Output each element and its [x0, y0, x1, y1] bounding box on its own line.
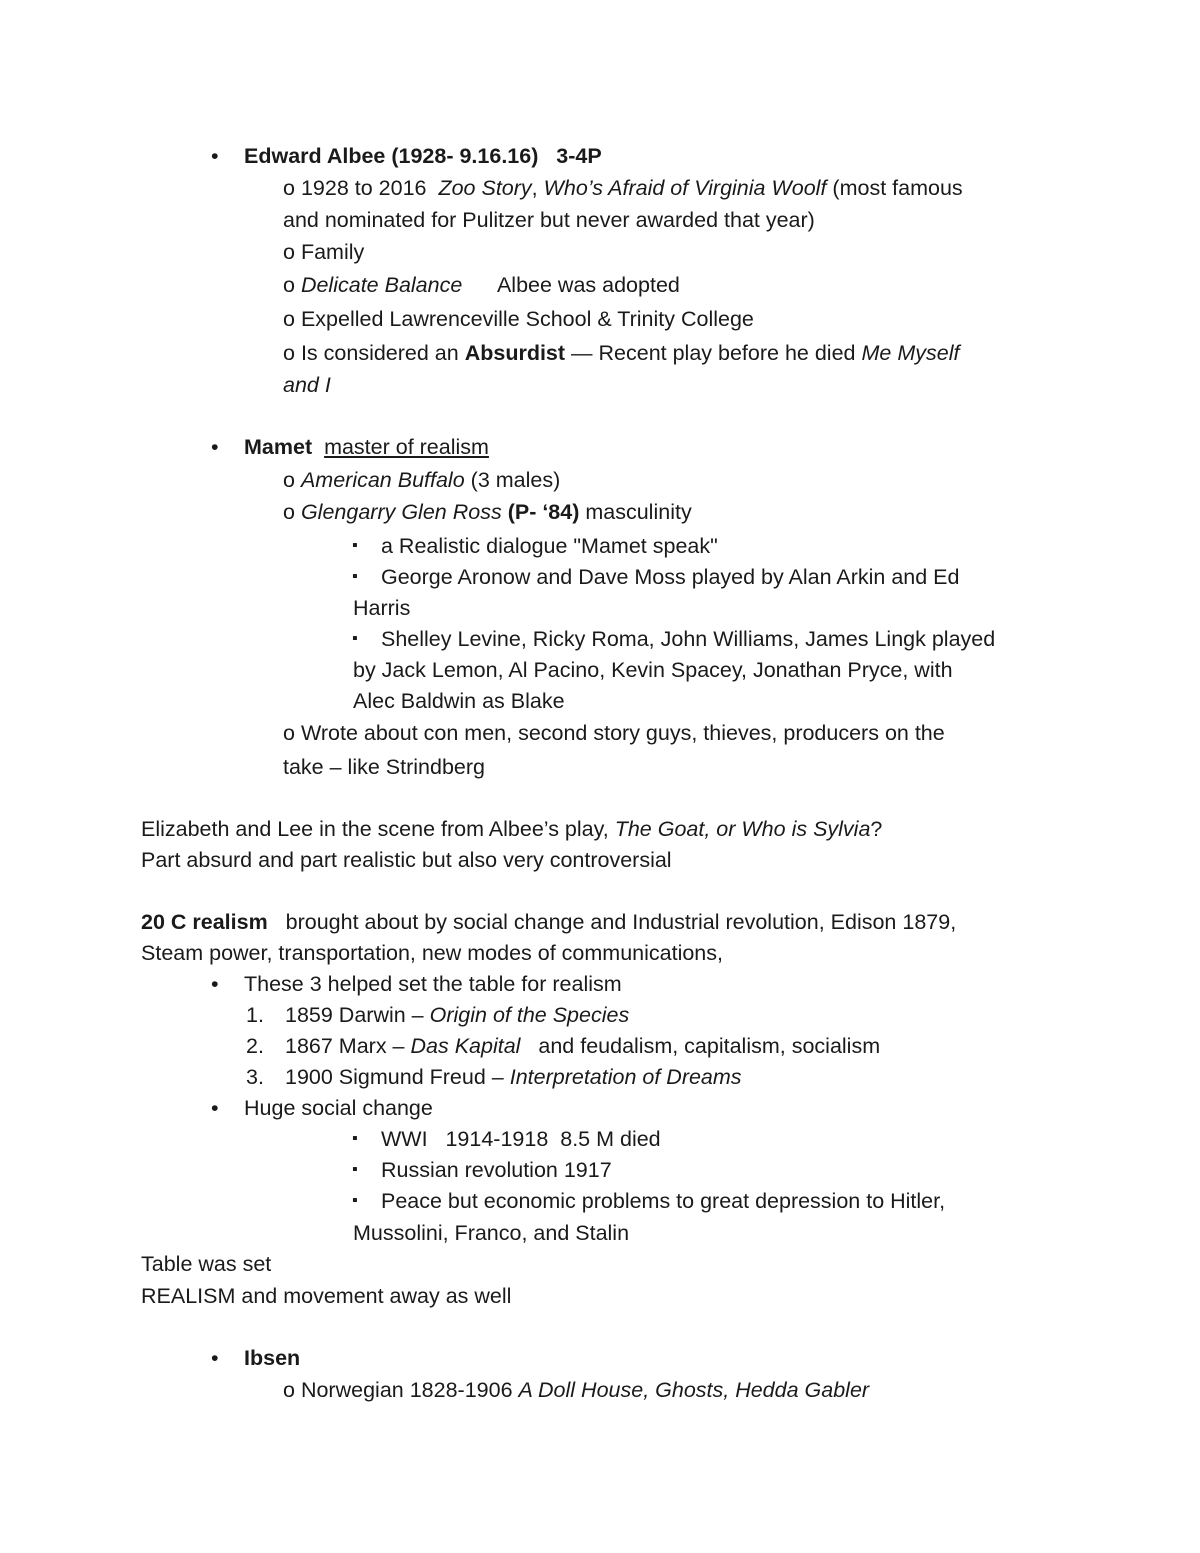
- bullet: •: [211, 435, 219, 459]
- albee-expelled-line: [283, 306, 754, 332]
- realism-bullet-1: These 3 helped set the table for realism: [244, 972, 622, 996]
- square-bullet: ▪: [352, 568, 358, 585]
- ibsen-text: Norwegian 1828-1906: [300, 1378, 513, 1402]
- albee-years-line: [283, 175, 963, 201]
- list-number: 2.: [246, 1034, 264, 1058]
- peace-line-cont: Mussolini, Franco, and Stalin: [353, 1221, 630, 1245]
- mamet-heading: [244, 434, 489, 460]
- zoo-story-title: Zoo Story: [438, 176, 532, 200]
- circle-marker: o: [283, 721, 295, 745]
- glengarry-tag: (P- ‘84): [507, 500, 580, 524]
- marx-text: 1867 Marx –: [285, 1034, 405, 1058]
- movement-line: REALISM and movement away as well: [141, 1284, 512, 1308]
- bullet: •: [211, 1096, 219, 1120]
- albee-years: 1928 to 2016: [300, 176, 427, 200]
- origin-title: Origin of the Species: [429, 1003, 630, 1027]
- realism-title: 20 C realism: [141, 910, 268, 934]
- ibsen-heading: Ibsen: [244, 1346, 301, 1370]
- marx-note: and feudalism, capitalism, socialism: [538, 1034, 881, 1058]
- square-bullet: ▪: [352, 537, 358, 554]
- absurdist-pre: Is considered an: [300, 341, 459, 365]
- russian-line: Russian revolution 1917: [381, 1158, 612, 1182]
- square-bullet: ▪: [352, 1161, 358, 1178]
- absurdist-post: — Recent play before he died: [571, 341, 856, 365]
- circle-marker: o: [283, 500, 295, 524]
- albee-balance-line: [283, 272, 680, 298]
- realism-bullet-2: Huge social change: [244, 1096, 433, 1120]
- marx-line: [285, 1033, 880, 1059]
- scene-line-2: Part absurd and part realistic but also very controversial: [141, 848, 672, 872]
- scene-text: Elizabeth and Lee in the scene from Albee’s play,: [141, 817, 609, 841]
- mamet-sub-3a: Shelley Levine, Ricky Roma, John Williams, James Lingk played: [381, 627, 996, 651]
- mamet-wrote-cont: take – like Strindberg: [283, 755, 485, 779]
- absurdist-word: Absurdist: [464, 341, 566, 365]
- expelled-text: Expelled Lawrenceville School & Trinity College: [300, 307, 754, 331]
- mamet-sub-3c: Alec Baldwin as Blake: [353, 689, 565, 713]
- glengarry-line: [283, 499, 692, 525]
- circle-marker: o: [283, 1378, 295, 1402]
- peace-line: Peace but economic problems to great depression to Hitler,: [381, 1189, 946, 1213]
- circle-marker: o: [283, 176, 295, 200]
- mamet-sub-2a: George Aronow and Dave Moss played by Alan Arkin and Ed: [381, 565, 960, 589]
- adopted-text: Albee was adopted: [496, 273, 680, 297]
- last-play-title: Me Myself: [861, 341, 960, 365]
- mamet-wrote-text: Wrote about con men, second story guys, thieves, producers on the: [300, 721, 945, 745]
- table-set-line: Table was set: [141, 1252, 272, 1276]
- darwin-text: 1859 Darwin –: [285, 1003, 424, 1027]
- das-kapital-title: Das Kapital: [410, 1034, 521, 1058]
- mamet-name: Mamet: [244, 435, 313, 459]
- american-buffalo-title: American Buffalo: [300, 468, 465, 492]
- circle-marker: o: [283, 240, 295, 264]
- list-number: 3.: [246, 1065, 264, 1089]
- buffalo-line: [283, 467, 560, 493]
- circle-marker: o: [283, 273, 295, 297]
- circle-marker: o: [283, 307, 295, 331]
- mamet-sub-1: a Realistic dialogue "Mamet speak": [381, 534, 718, 558]
- mamet-wrote-line: [283, 720, 945, 746]
- scene-line-1: [141, 816, 882, 842]
- list-number: 1.: [246, 1003, 264, 1027]
- freud-text: 1900 Sigmund Freud –: [285, 1065, 504, 1089]
- ibsen-works: A Doll House, Ghosts, Hedda Gabler: [518, 1378, 870, 1402]
- realism-line-1: [141, 909, 956, 935]
- circle-marker: o: [283, 341, 295, 365]
- bullet: •: [211, 1346, 219, 1370]
- last-play-title-cont: and I: [283, 373, 331, 397]
- family-text: Family: [300, 240, 365, 264]
- circle-marker: o: [283, 468, 295, 492]
- albee-tag: 3-4P: [556, 144, 602, 168]
- wwi-line: WWI 1914-1918 8.5 M died: [381, 1127, 661, 1151]
- albee-family-line: [283, 239, 364, 265]
- buffalo-note: (3 males): [470, 468, 561, 492]
- realism-line-2: Steam power, transportation, new modes of communications,: [141, 941, 723, 965]
- dreams-title: Interpretation of Dreams: [509, 1065, 742, 1089]
- mamet-sub-2b: Harris: [353, 596, 411, 620]
- goat-play-title: The Goat, or Who is Sylvia: [614, 817, 871, 841]
- square-bullet: ▪: [352, 630, 358, 647]
- woolf-title: Who’s Afraid of Virginia Woolf: [543, 176, 827, 200]
- mamet-desc: master of realism: [324, 435, 489, 459]
- delicate-balance-title: Delicate Balance: [300, 273, 463, 297]
- albee-pulitzer-line: and nominated for Pulitzer but never awarded that year): [283, 208, 815, 232]
- bullet: •: [211, 144, 219, 168]
- mamet-sub-3b: by Jack Lemon, Al Pacino, Kevin Spacey, Jonathan Pryce, with: [353, 658, 953, 682]
- darwin-line: [285, 1002, 629, 1028]
- glengarry-note: masculinity: [585, 500, 692, 524]
- albee-absurdist-line: [283, 340, 959, 366]
- square-bullet: ▪: [352, 1192, 358, 1209]
- glengarry-title: Glengarry Glen Ross: [300, 500, 502, 524]
- comma: ,: [531, 176, 538, 200]
- albee-name: Edward Albee (1928- 9.16.16): [244, 144, 539, 168]
- bullet: •: [211, 972, 219, 996]
- woolf-note: (most famous: [832, 176, 963, 200]
- albee-heading: [244, 143, 602, 169]
- realism-text: brought about by social change and Industrial revolution, Edison 1879,: [285, 910, 957, 934]
- square-bullet: ▪: [352, 1130, 358, 1147]
- ibsen-line: [283, 1377, 869, 1403]
- question-mark: ?: [870, 817, 883, 841]
- freud-line: [285, 1064, 742, 1090]
